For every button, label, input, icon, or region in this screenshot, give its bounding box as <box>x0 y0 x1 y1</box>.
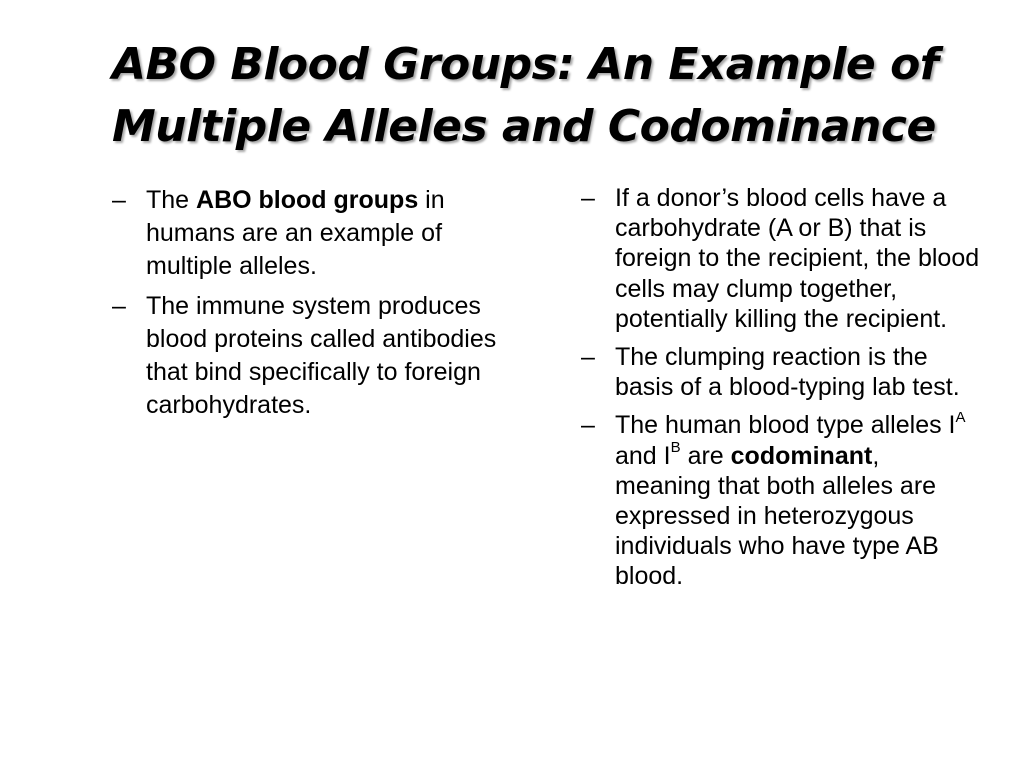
bold-term: ABO blood groups <box>196 186 419 214</box>
slide-title <box>112 34 972 158</box>
bullet-text: The clumping reaction is the basis of a blood-typing lab test. <box>615 343 960 402</box>
bullet-item <box>581 342 981 402</box>
superscript: B <box>670 439 681 457</box>
text-run: , meaning that both alleles are expressed in heterozygous individuals who have type AB blood. <box>615 441 939 591</box>
bullet-text <box>615 411 966 590</box>
left-bullet-list <box>112 184 502 422</box>
text-run: and I <box>615 441 671 470</box>
dash-bullet-icon: – <box>581 411 595 440</box>
bold-term: codominant <box>730 441 873 470</box>
dash-bullet-icon: – <box>581 343 595 372</box>
dash-bullet-icon: – <box>112 186 126 214</box>
bullet-item <box>581 183 981 334</box>
bullet-item <box>112 290 502 422</box>
bullet-text <box>146 186 445 280</box>
slide-title-line-2: Multiple Alleles and Codominance <box>112 101 936 152</box>
bullet-text: If a donor’s blood cells have a carbohydrate (A or B) that is foreign to the recipient, the blood cells may clump together, potentially killing the recipient. <box>615 184 980 333</box>
dash-bullet-icon: – <box>581 184 595 212</box>
bullet-item <box>581 410 981 591</box>
text-run: in humans are an example of multiple alleles. <box>146 186 445 280</box>
dash-bullet-icon: – <box>112 292 126 320</box>
bullet-item <box>112 184 502 283</box>
text-run: The human blood type alleles I <box>615 411 956 440</box>
right-column <box>581 183 981 600</box>
left-column <box>112 184 502 429</box>
right-bullet-list <box>581 183 981 592</box>
text-run: The <box>146 186 197 214</box>
bullet-text: The immune system produces blood proteins called antibodies that bind specifically to foreign carbohydrates. <box>146 292 497 419</box>
superscript: A <box>955 409 966 427</box>
slide-title-line-1: ABO Blood Groups: An Example of <box>112 39 939 90</box>
text-run: are <box>680 441 731 470</box>
